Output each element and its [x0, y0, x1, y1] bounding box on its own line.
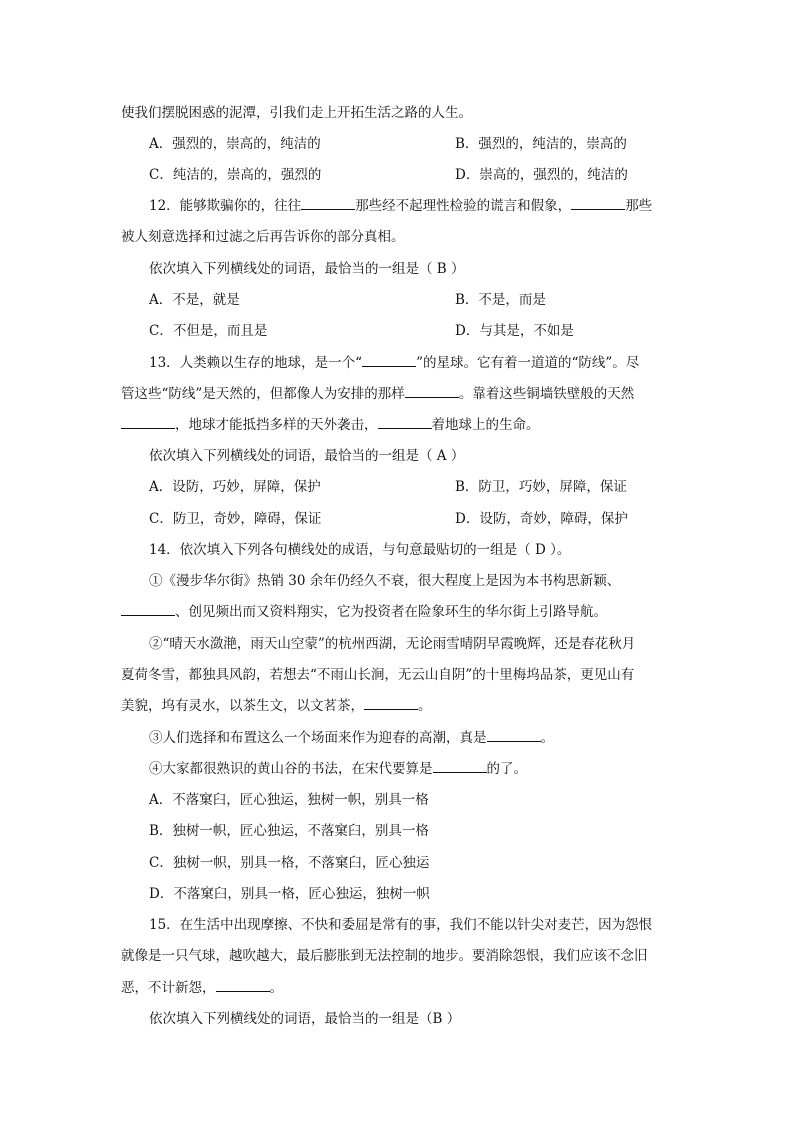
question-13-prompt: 依次填入下列横线处的词语，最恰当的一组是（ A ） — [149, 448, 465, 464]
question-13-line-3: ，地球才能抵挡多样的天外袭击， 着地球上的生命。 — [121, 416, 540, 434]
question-13-line-2: 管这些“防线”是天然的，但都像人为安排的那样 。靠着这些铜墙铁壁般的天然 — [121, 386, 635, 402]
option-c: C．独树一帜，别具一格，不落窠臼，匠心独运 — [149, 855, 430, 871]
question-15-line-3: 恶，不计新怨， 。 — [121, 980, 283, 996]
answer-blank — [362, 354, 416, 367]
question-12-prompt: 依次填入下列横线处的词语，最恰当的一组是（ B ） — [149, 261, 465, 277]
option-d: D．崇高的，强烈的，纯洁的 — [455, 167, 628, 183]
option-c: C．纯洁的，崇高的，强烈的 — [149, 167, 322, 183]
question-15-line-2: 就像是一只气球，越吹越大，最后膨胀到无法控制的地步。要消除怨恨，我们应该不念旧 — [121, 948, 648, 964]
answer-blank — [301, 197, 355, 210]
question-13-line-1: 13．人类赖以生存的地球，是一个“ ”的星球。它有着一道道的“防线”。尽 — [149, 355, 640, 371]
answer-blank — [571, 197, 625, 210]
sentence-2-end: 美貌，坞有灵水，以茶生文，以文茗茶， 。 — [121, 698, 432, 714]
option-b: B．防卫，巧妙，屏障，保证 — [455, 479, 627, 495]
answer-blank — [364, 697, 418, 710]
answer-blank — [487, 729, 541, 742]
sentence-1-cont: 、创见频出而又资料翔实，它为投资者在险象环生的华尔街上引路导航。 — [121, 603, 607, 621]
answer-blank — [405, 385, 459, 398]
text-line: 使我们摆脱困惑的泥潭，引我们走上开拓生活之路的人生。 — [121, 105, 472, 121]
option-c: C．不但是，而且是 — [149, 323, 268, 339]
option-d: D．不落窠臼，别具一格，匠心独运，独树一帜 — [149, 886, 430, 902]
answer-blank — [121, 603, 175, 616]
question-15-prompt: 依次填入下列横线处的词语，最恰当的一组是（B ） — [149, 1011, 461, 1027]
question-14-stem: 14．依次填入下列各句横线处的成语，与句意最贴切的一组是（ D ）。 — [149, 542, 571, 558]
option-a: A．不是，就是 — [149, 292, 240, 308]
question-15-line-1: 15．在生活中出现摩擦、不快和委屈是常有的事，我们不能以针尖对麦芒，因为怨恨 — [149, 917, 653, 933]
answer-blank — [378, 416, 432, 429]
option-a: A．不落窠臼，匠心独运，独树一帜，别具一格 — [149, 792, 429, 808]
sentence-3: ③人们选择和布置这么一个场面来作为迎春的高潮，真是 。 — [149, 730, 554, 746]
option-a: A．设防，巧妙，屏障，保护 — [149, 479, 321, 495]
option-b: B．独树一帜，匠心独运，不落窠臼，别具一格 — [149, 823, 429, 839]
option-a: A．强烈的，崇高的，纯洁的 — [149, 136, 321, 152]
question-12-line-2: 被人刻意选择和过滤之后再告诉你的部分真相。 — [121, 229, 405, 245]
answer-blank — [433, 760, 487, 773]
sentence-1: ①《漫步华尔街》热销 30 余年仍经久不衰，很大程度上是因为本书构思新颖、 — [149, 573, 621, 589]
sentence-2-cont: 夏荷冬雪，都独具风韵，若想去“不雨山长涧，无云山自阴”的十里梅坞品茶，更见山有 — [121, 667, 635, 683]
answer-blank — [121, 416, 175, 429]
option-b: B．强烈的，纯洁的，崇高的 — [455, 136, 627, 152]
option-d: D．与其是，不如是 — [455, 323, 574, 339]
sentence-4: ④大家都很熟识的黄山谷的书法，在宋代要算是 的了。 — [149, 761, 527, 777]
option-d: D．设防，奇妙，障碍，保护 — [455, 511, 628, 527]
question-12-line-1: 12．能够欺骗你的，往往 那些经不起理性检验的谎言和假象， 那些 — [149, 198, 653, 214]
option-b: B．不是，而是 — [455, 292, 546, 308]
option-c: C．防卫，奇妙，障碍，保证 — [149, 511, 322, 527]
sentence-2: ②“晴天水潋滟，雨天山空蒙”的杭州西湖，无论雨雪晴阴早霞晚辉，还是春花秋月 — [149, 636, 636, 652]
answer-blank — [216, 979, 270, 992]
